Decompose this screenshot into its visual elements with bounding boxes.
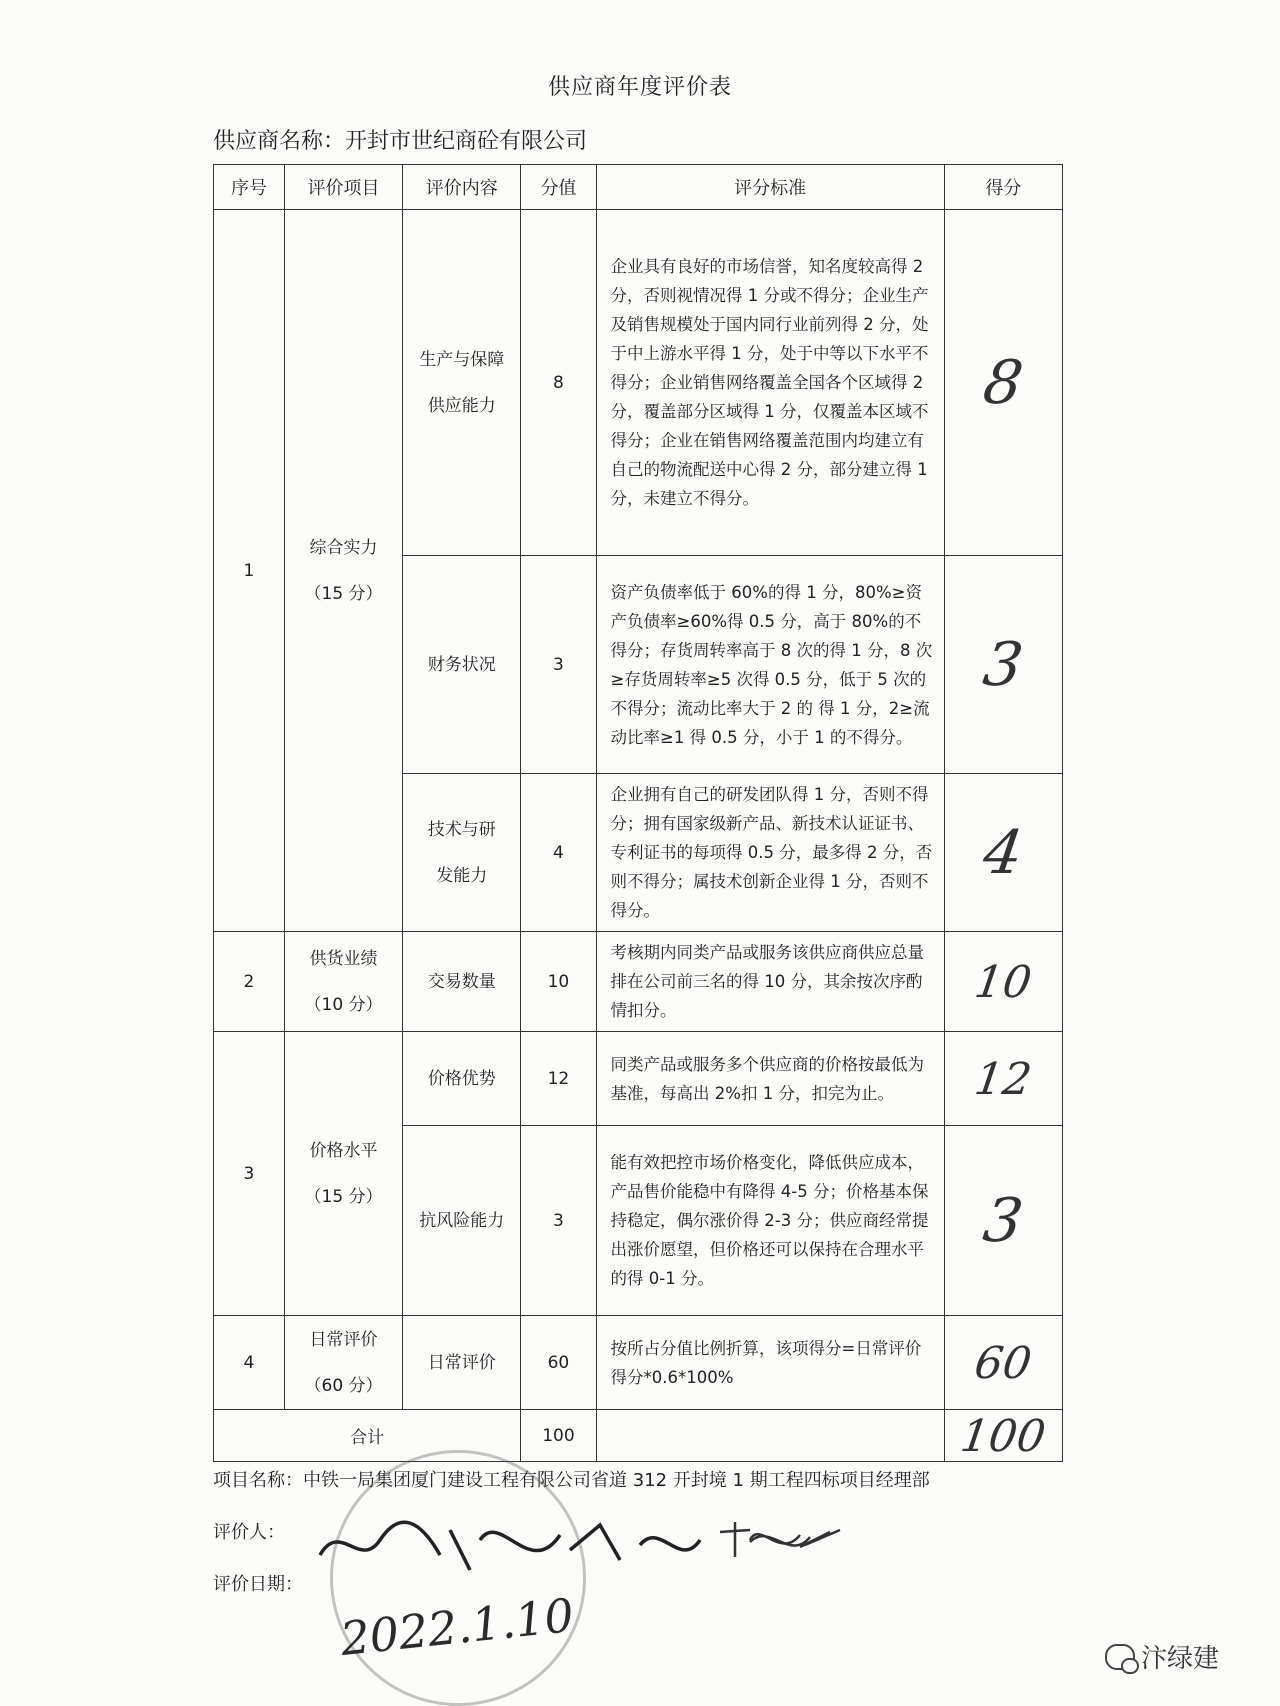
row-score: 12 <box>938 1032 1069 1126</box>
header-value: 分值 <box>521 165 596 210</box>
supplier-name: 供应商名称：开封市世纪商砼有限公司 <box>213 129 588 154</box>
row-value: 10 <box>521 932 596 1032</box>
total-label: 合计 <box>214 1410 521 1462</box>
row-item-name: 日常评价 <box>309 1329 378 1350</box>
row-item-points: （60 分） <box>304 1375 383 1396</box>
row-content: 抗风险能力 <box>403 1126 521 1316</box>
row-score: 10 <box>937 932 1069 1032</box>
row-content: 交易数量 <box>403 932 521 1032</box>
row-score: 60 <box>938 1316 1069 1410</box>
header-criteria: 评分标准 <box>596 165 944 210</box>
row-value: 3 <box>521 556 596 774</box>
header-item: 评价项目 <box>284 165 402 210</box>
total-row <box>214 1410 1063 1462</box>
row-item <box>284 210 402 932</box>
document-title: 供应商年度评价表 <box>547 75 732 100</box>
header-content: 评价内容 <box>403 165 521 210</box>
row-item-name: 价格水平 <box>309 1140 378 1161</box>
table-row <box>214 932 1063 1032</box>
row-value: 8 <box>521 210 596 556</box>
row-criteria: 企业具有良好的市场信誉，知名度较高得 2 分，否则视情况得 1 分或不得分；企业生产及销售规模处于国内同行业前列得 2 分，处于中上游水平得 1 分，处于中等以下水平不得分；企业销售网络覆盖全国各个区域得 2 分，覆盖部分区域得 1 分，仅覆盖本区域不得分；企业在销售网络覆盖范围内均建立有自己的物流配送中心得 2 分，部分建立得 1 分，未建立不得分。 <box>596 210 944 556</box>
row-item-name: 综合实力 <box>309 537 378 558</box>
row-content: 技术与研发能力 <box>403 774 521 932</box>
header-score: 得分 <box>944 165 1062 210</box>
evaluator-label: 评价人： <box>213 1522 285 1543</box>
row-no: 1 <box>214 210 285 932</box>
row-criteria: 能有效把控市场价格变化，降低供应成本，产品售价能稳中有降得 4-5 分；价格基本保持稳定，偶尔涨价得 2-3 分；供应商经常提出涨价愿望，但价格还可以保持在合理水平的得 0-1 分。 <box>596 1126 944 1316</box>
table-header-row <box>214 165 1063 210</box>
row-value: 12 <box>521 1032 596 1126</box>
row-criteria: 企业拥有自己的研发团队得 1 分，否则不得分；拥有国家级新产品、新技术认证证书、专利证书的每项得 0.5 分，最多得 2 分，否则不得分；属技术创新企业得 1 分，否则不得分。 <box>596 774 944 932</box>
row-content: 价格优势 <box>403 1032 521 1126</box>
second-signature <box>710 1512 840 1572</box>
row-no: 4 <box>214 1316 285 1410</box>
row-item-name: 供货业绩 <box>309 948 378 969</box>
row-no: 3 <box>214 1032 285 1316</box>
row-item-points: （15 分） <box>304 1186 383 1207</box>
table-row <box>214 210 1063 556</box>
row-score: 3 <box>931 1126 1076 1316</box>
project-name: 项目名称：中铁一局集团厦门建设工程有限公司省道 312 开封境 1 期工程四标项目经理部 <box>213 1470 930 1491</box>
row-content: 财务状况 <box>403 556 521 774</box>
total-value: 100 <box>521 1410 596 1462</box>
table-row <box>214 1032 1063 1126</box>
row-item <box>284 1316 402 1410</box>
row-content: 日常评价 <box>403 1316 521 1410</box>
row-value: 60 <box>521 1316 596 1410</box>
row-item <box>284 932 402 1032</box>
row-score: 8 <box>920 210 1087 556</box>
header-no: 序号 <box>214 165 285 210</box>
total-score: 100 <box>941 1410 1067 1462</box>
row-criteria: 资产负债率低于 60%的得 1 分，80%≥资产负债率≥60%得 0.5 分，高于 80%的不得分；存货周转率高于 8 次的得 1 分，8 次≥存货周转率≥5 次得 0.5 分，低于 5 次的不得分；流动比率大于 2 的 得 1 分，2≥流动比率≥1 得 0.5 分，小于 1 的不得分。 <box>596 556 944 774</box>
date-label: 评价日期： <box>213 1574 303 1595</box>
row-criteria: 按所占分值比例折算，该项得分=日常评价得分*0.6*100% <box>596 1316 944 1410</box>
evaluation-table <box>213 164 1063 1462</box>
row-no: 2 <box>214 932 285 1032</box>
row-criteria: 同类产品或服务多个供应商的价格按最低为基准，每高出 2%扣 1 分，扣完为止。 <box>596 1032 944 1126</box>
row-score: 4 <box>933 774 1073 932</box>
table-row <box>214 1316 1063 1410</box>
row-value: 3 <box>521 1126 596 1316</box>
row-value: 4 <box>521 774 596 932</box>
row-criteria: 考核期内同类产品或服务该供应商供应总量排在公司前三名的得 10 分，其余按次序酌情扣分。 <box>596 932 944 1032</box>
watermark <box>1105 1638 1219 1675</box>
watermark-text: 汴绿建 <box>1141 1644 1220 1674</box>
row-item-points: （10 分） <box>304 994 383 1015</box>
total-criteria-empty <box>596 1410 944 1462</box>
wechat-icon <box>1105 1644 1135 1670</box>
row-score: 3 <box>929 556 1078 774</box>
handwritten-date: 2022.1.10 <box>337 1587 577 1667</box>
row-content: 生产与保障供应能力 <box>403 210 521 556</box>
row-item <box>284 1032 402 1316</box>
row-item-points: （15 分） <box>304 583 383 604</box>
